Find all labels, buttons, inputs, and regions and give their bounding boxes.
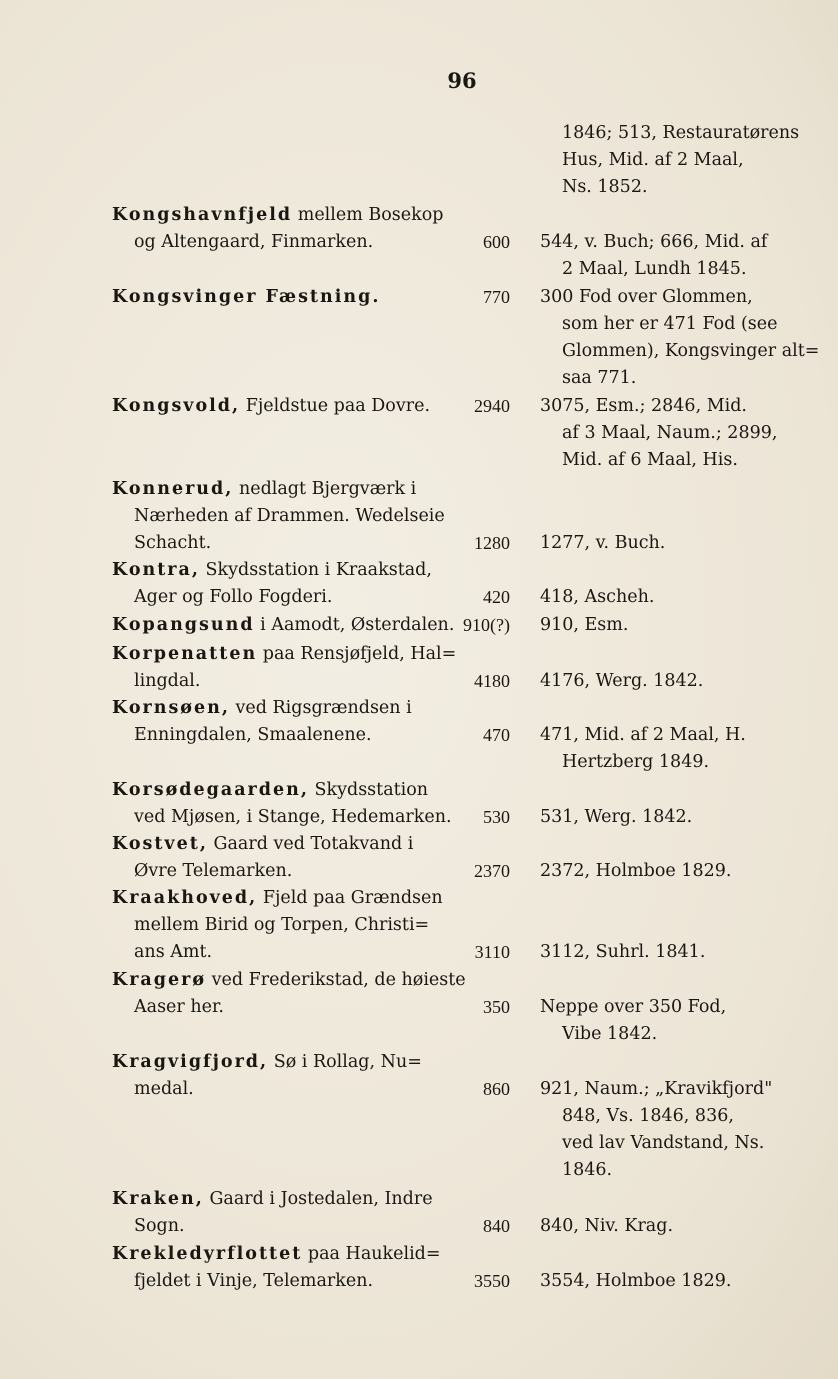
text-line: 300 Fod over Glommen, bbox=[540, 287, 753, 307]
text-line: 3554, Holmboe 1829. bbox=[540, 1271, 732, 1291]
entry-source bbox=[540, 939, 822, 966]
text-line: 2372, Holmboe 1829. bbox=[540, 861, 732, 881]
entry-name bbox=[112, 777, 452, 831]
text-line: Kragerø ved Frederikstad, de høieste bbox=[112, 970, 466, 990]
entry-name bbox=[112, 284, 442, 311]
text-line: 848, Vs. 1846, 836, bbox=[562, 1106, 734, 1126]
entry-name bbox=[112, 967, 466, 1021]
entry-height: 350 bbox=[483, 997, 510, 1017]
entry-name bbox=[112, 612, 455, 639]
text-line: Hertzberg 1849. bbox=[562, 752, 710, 772]
text-line: Kongsvold, Fjeldstue paa Dovre. bbox=[112, 396, 431, 416]
text-line: 4176, Werg. 1842. bbox=[540, 671, 704, 691]
entry-height: 2370 bbox=[474, 861, 510, 881]
entry-height: 1280 bbox=[474, 533, 510, 553]
text-line: saa 771. bbox=[562, 368, 637, 388]
continuation-text bbox=[540, 120, 822, 201]
entry-height: 470 bbox=[483, 725, 510, 745]
text-line: Krekledyrflottet paa Haukelid= bbox=[112, 1244, 441, 1264]
text-line: medal. bbox=[134, 1079, 194, 1099]
text-line: 1846. bbox=[562, 1160, 613, 1180]
entry-name bbox=[112, 476, 445, 557]
text-line: Øvre Telemarken. bbox=[134, 861, 293, 881]
entry-source bbox=[540, 530, 822, 557]
entry-lemma: Kongshavnfjeld bbox=[112, 205, 293, 225]
entry-lemma: Konnerud, bbox=[112, 479, 234, 499]
entry-lemma: Korpenatten bbox=[112, 644, 258, 664]
entry-lemma: Kongsvinger Fæstning. bbox=[112, 287, 381, 307]
entry-height: 600 bbox=[483, 232, 510, 252]
entry-height: 840 bbox=[483, 1216, 510, 1236]
text-line: ans Amt. bbox=[134, 942, 213, 962]
text-line: lingdal. bbox=[134, 671, 201, 691]
entry-lemma: Krekledyrflottet bbox=[112, 1244, 303, 1264]
entry-source bbox=[540, 1213, 822, 1240]
text-line: Enningdalen, Smaalenene. bbox=[134, 725, 372, 745]
entry-lemma: Kragerø bbox=[112, 970, 207, 990]
entry-source bbox=[540, 994, 822, 1048]
entry-source bbox=[540, 284, 822, 392]
text-line: 544, v. Buch; 666, Mid. af bbox=[540, 232, 768, 252]
entry-name bbox=[112, 641, 457, 695]
text-line: Kopangsund i Aamodt, Østerdalen. bbox=[112, 615, 455, 635]
entry-name bbox=[112, 557, 442, 611]
text-line: Mid. af 6 Maal, His. bbox=[562, 450, 738, 470]
text-line: 1846; 513, Restauratørens bbox=[562, 123, 800, 143]
text-line: Sogn. bbox=[134, 1216, 185, 1236]
text-line: Ns. 1852. bbox=[562, 177, 648, 197]
text-line: 840, Niv. Krag. bbox=[540, 1216, 674, 1236]
text-line: Neppe over 350 Fod, bbox=[540, 997, 727, 1017]
text-line: 3075, Esm.; 2846, Mid. bbox=[540, 396, 747, 416]
text-line: 471, Mid. af 2 Maal, H. bbox=[540, 725, 746, 745]
text-line: Kontra, Skydsstation i Kraakstad, bbox=[112, 560, 432, 580]
entry-source bbox=[540, 1076, 822, 1184]
entry-height: 3110 bbox=[474, 942, 510, 962]
text-line: Kostvet, Gaard ved Totakvand i bbox=[112, 834, 414, 854]
text-line: af 3 Maal, Naum.; 2899, bbox=[562, 423, 778, 443]
entry-lemma: Kraken, bbox=[112, 1189, 204, 1209]
entry-source bbox=[540, 804, 822, 831]
entry-height: 2940 bbox=[474, 396, 510, 416]
entry-name bbox=[112, 1241, 442, 1295]
entry-height: 860 bbox=[483, 1079, 510, 1099]
text-line: ved Mjøsen, i Stange, Hedemarken. bbox=[134, 807, 452, 827]
entry-lemma: Korsødegaarden, bbox=[112, 780, 309, 800]
text-line: Kragvigfjord, Sø i Rollag, Nu= bbox=[112, 1052, 422, 1072]
text-line: Korpenatten paa Rensjøfjeld, Hal= bbox=[112, 644, 457, 664]
text-line: Kraakhoved, Fjeld paa Grændsen bbox=[112, 888, 443, 908]
entry-source bbox=[540, 612, 822, 639]
text-line: Nærheden af Drammen. Wedelseie bbox=[134, 506, 445, 526]
entry-name bbox=[112, 1049, 442, 1103]
entry-height: 530 bbox=[483, 807, 510, 827]
text-line: Hus, Mid. af 2 Maal, bbox=[562, 150, 744, 170]
page-number: 96 bbox=[447, 68, 477, 93]
entry-lemma: Kostvet, bbox=[112, 834, 208, 854]
entry-source bbox=[540, 668, 822, 695]
entry-source bbox=[540, 1268, 822, 1295]
entry-name bbox=[112, 885, 442, 966]
text-line: ved lav Vandstand, Ns. bbox=[562, 1133, 765, 1153]
entry-lemma: Kontra, bbox=[112, 560, 200, 580]
entry-height: 4180 bbox=[474, 671, 510, 691]
entry-name bbox=[112, 1186, 442, 1240]
text-line: 910, Esm. bbox=[540, 615, 629, 635]
entry-name bbox=[112, 393, 442, 420]
text-line: Aaser her. bbox=[134, 997, 224, 1017]
text-line: Konnerud, nedlagt Bjergværk i bbox=[112, 479, 417, 499]
entry-source bbox=[540, 858, 822, 885]
text-line: Korsødegaarden, Skydsstation bbox=[112, 780, 429, 800]
entry-lemma: Kornsøen, bbox=[112, 698, 230, 718]
text-line: Schacht. bbox=[134, 533, 212, 553]
entry-lemma: Kongsvold, bbox=[112, 396, 241, 416]
text-line: 531, Werg. 1842. bbox=[540, 807, 693, 827]
entry-height: 3550 bbox=[474, 1271, 510, 1291]
text-line: 3112, Suhrl. 1841. bbox=[540, 942, 706, 962]
entry-height: 770 bbox=[483, 287, 510, 307]
text-line: fjeldet i Vinje, Telemarken. bbox=[134, 1271, 374, 1291]
entry-name bbox=[112, 695, 442, 749]
entry-lemma: Kraakhoved, bbox=[112, 888, 258, 908]
entry-source bbox=[540, 229, 822, 283]
text-line: som her er 471 Fod (see bbox=[562, 314, 778, 334]
entry-height: 420 bbox=[483, 587, 510, 607]
text-line: og Altengaard, Finmarken. bbox=[134, 232, 374, 252]
entry-source bbox=[540, 722, 822, 776]
text-line: Glommen), Kongsvinger alt= bbox=[562, 341, 820, 361]
text-line: 921, Naum.; „Kravikfjord" bbox=[540, 1079, 773, 1099]
text-line bbox=[112, 284, 442, 311]
text-line: Vibe 1842. bbox=[562, 1024, 658, 1044]
text-line: Kraken, Gaard i Jostedalen, Indre bbox=[112, 1189, 433, 1209]
entry-height: 910(?) bbox=[463, 615, 510, 635]
entry-source bbox=[540, 584, 822, 611]
entry-source bbox=[540, 393, 822, 474]
text-line: Kornsøen, ved Rigsgrændsen i bbox=[112, 698, 412, 718]
text-line: 1277, v. Buch. bbox=[540, 533, 666, 553]
text-line: 2 Maal, Lundh 1845. bbox=[562, 259, 747, 279]
text-line: Kongshavnfjeld mellem Bosekop bbox=[112, 205, 444, 225]
entry-name bbox=[112, 202, 442, 256]
entry-lemma: Kopangsund bbox=[112, 615, 255, 635]
entry-lemma: Kragvigfjord, bbox=[112, 1052, 269, 1072]
text-line: mellem Birid og Torpen, Christi= bbox=[134, 915, 430, 935]
entry-name bbox=[112, 831, 442, 885]
text-line: 418, Ascheh. bbox=[540, 587, 655, 607]
text-line: Ager og Follo Fogderi. bbox=[134, 587, 333, 607]
